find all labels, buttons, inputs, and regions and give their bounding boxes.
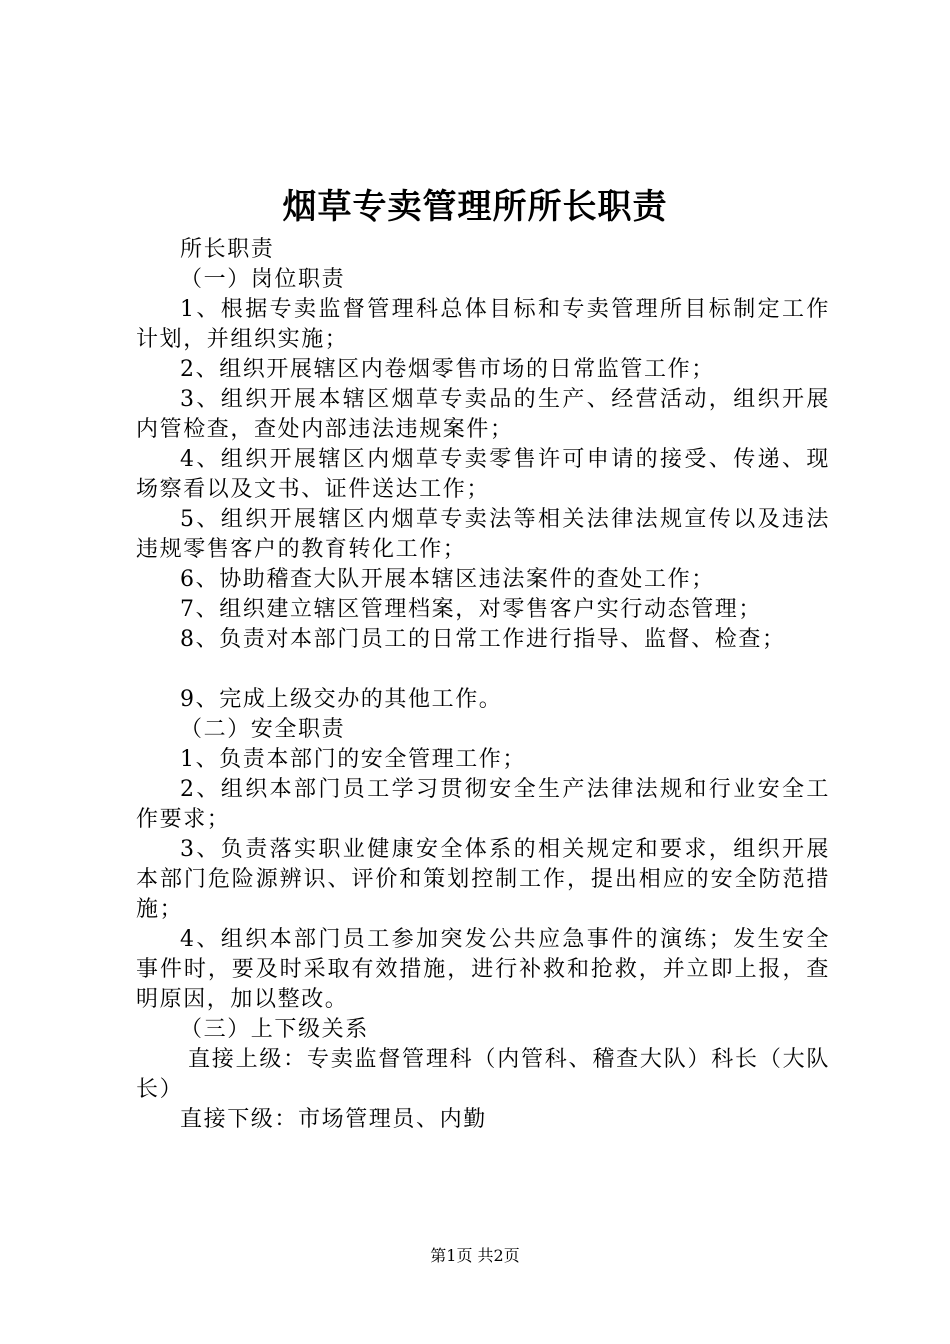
paragraph-duty-6: 6、协助稽查大队开展本辖区违法案件的查处工作； bbox=[180, 567, 715, 592]
paragraph-duty-9: 9、完成上级交办的其他工作。 bbox=[180, 687, 503, 712]
paragraph-subheading-duties: （一）岗位职责 bbox=[180, 267, 346, 292]
paragraph-safety-1: 1、负责本部门的安全管理工作； bbox=[180, 747, 526, 772]
document-body bbox=[136, 235, 830, 1135]
paragraph-superior: 直接上级：专卖监督管理科（内管科、稽查大队）科长（大队长） bbox=[136, 1047, 830, 1102]
page-footer: 第1页 共2页 bbox=[430, 1246, 520, 1265]
paragraph-duty-1: 1、根据专卖监督管理科总体目标和专卖管理所目标制定工作计划，并组织实施； bbox=[136, 297, 830, 352]
paragraph-section-heading: 所长职责 bbox=[180, 237, 275, 262]
paragraph-safety-2: 2、组织本部门员工学习贯彻安全生产法律法规和行业安全工作要求； bbox=[136, 777, 830, 832]
paragraph-duty-2: 2、组织开展辖区内卷烟零售市场的日常监管工作； bbox=[180, 357, 715, 382]
paragraph-safety-3: 3、负责落实职业健康安全体系的相关规定和要求，组织开展本部门危险源辨识、评价和策划控制工作，提出相应的安全防范措施； bbox=[136, 837, 830, 922]
paragraph-subordinate: 直接下级：市场管理员、内勤 bbox=[180, 1107, 487, 1132]
document-title: 烟草专卖管理所所长职责 bbox=[282, 187, 668, 227]
blank-line bbox=[136, 655, 830, 685]
paragraph-duty-8: 8、负责对本部门员工的日常工作进行指导、监督、检查； bbox=[180, 627, 786, 652]
paragraph-safety-4: 4、组织本部门员工参加突发公共应急事件的演练；发生安全事件时，要及时采取有效措施，进行补救和抢救，并立即上报，查明原因，加以整改。 bbox=[136, 927, 830, 1012]
paragraph-duty-5: 5、组织开展辖区内烟草专卖法等相关法律法规宣传以及违法违规零售客户的教育转化工作； bbox=[136, 507, 830, 562]
paragraph-duty-3: 3、组织开展本辖区烟草专卖品的生产、经营活动，组织开展内管检查，查处内部违法违规案件； bbox=[136, 387, 830, 442]
paragraph-subheading-relations: （三）上下级关系 bbox=[180, 1017, 369, 1042]
paragraph-subheading-safety: （二）安全职责 bbox=[180, 717, 346, 742]
paragraph-duty-4: 4、组织开展辖区内烟草专卖零售许可申请的接受、传递、现场察看以及文书、证件送达工作； bbox=[136, 447, 830, 502]
paragraph-duty-7: 7、组织建立辖区管理档案，对零售客户实行动态管理； bbox=[180, 597, 762, 622]
